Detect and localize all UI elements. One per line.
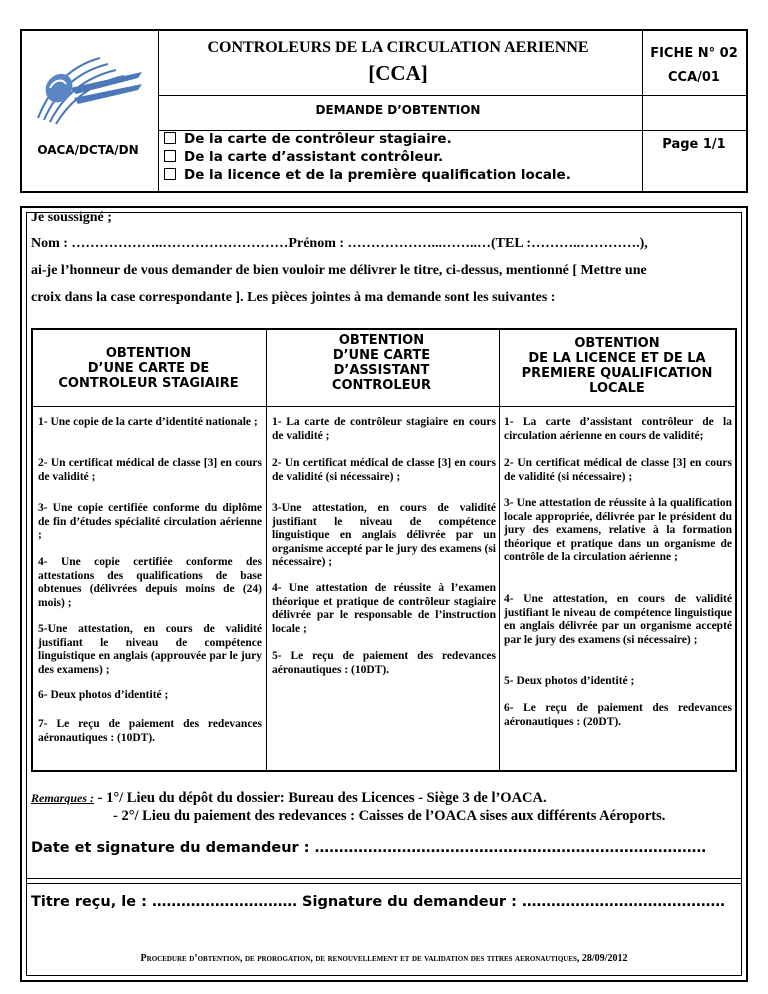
date-signature-line[interactable]: Date et signature du demandeur : ………………………………………………………………………: [31, 840, 707, 856]
demande-heading: DEMANDE D’OBTENTION: [315, 103, 481, 117]
option-stagiaire[interactable]: De la carte de contrôleur stagiaire.: [164, 130, 571, 148]
option-list: [164, 130, 571, 184]
col1-item: 3- Une copie certifiée conforme du diplôme de fin d’études spécialité circulation aérienne ;: [38, 502, 262, 542]
col3-item: 6- Le reçu de paiement des redevances aéronautiques : (20DT).: [504, 702, 732, 728]
col1-item: 1- Une copie de la carte d’identité nationale ;: [38, 416, 258, 428]
option-licence[interactable]: De la licence et de la première qualification locale.: [164, 166, 571, 184]
option-assistant[interactable]: De la carte d’assistant contrôleur.: [164, 148, 571, 166]
col3-item: 1- La carte d’assistant contrôleur de la circulation aérienne en cours de validité;: [504, 416, 732, 442]
remarks-label: Remarques :: [31, 791, 94, 805]
col1-item: 7- Le reçu de paiement des redevances aéronautiques : (10DT).: [38, 718, 262, 744]
col2-item: 3-Une attestation, en cours de validité justifiant le niveau de compétence linguistique en anglais délivrée par un organisme accepté par le jury des examens (si nécessaire) ;: [272, 502, 496, 569]
remark-line-2: - 2°/ Lieu du paiement des redevances : Caisses de l’OACA sises aux différents Aéroports.: [113, 808, 666, 824]
col1-item: 2- Un certificat médical de classe [3] en cours de validité ;: [38, 457, 262, 483]
page-number: Page 1/1: [662, 137, 726, 152]
intro-name-line: Nom : ………………..………………………Prénom : ………………...……..…(TEL :………..………….),: [31, 236, 648, 251]
recu-signature-line[interactable]: Titre reçu, le : ………………………… Signature du demandeur : ……………………………………: [31, 894, 725, 910]
intro-line-3: ai-je l’honneur de vous demander de bien vouloir me délivrer le titre, ci-dessus, mentionné [ Mettre une: [31, 263, 647, 278]
col1-item: 4- Une copie certifiée conforme des attestations des qualifications de base obtenues (délivrées depuis moins de (24) mois) ;: [38, 556, 262, 609]
col2-item: 4- Une attestation de réussite à l’examen théorique et pratique de contrôleur stagiaire délivrée par le responsable de l’instruction locale ;: [272, 582, 496, 635]
page-footer: Procedure d’obtention, de prorogation, de renouvellement et de validation des titres aeronautiques, 28/09/2012: [140, 953, 628, 964]
col3-item: 4- Une attestation, en cours de validité justifiant le niveau de compétence linguistique en anglais délivrée par un organisme accepté par le jury des examens (si nécessaire) ;: [504, 593, 732, 646]
col1-item: 6- Deux photos d’identité ;: [38, 689, 169, 701]
fiche-number: FICHE N° 02: [650, 46, 738, 61]
col2-header: OBTENTION D’UNE CARTE D’ASSISTANT CONTROLEUR: [331, 333, 432, 393]
col3-item: 3- Une attestation de réussite à la qualification locale appropriée, délivrée par le président du jury des examens, relative à la formation théorique et pratique dans un organisme de contrôle de la circulation aérienne ;: [504, 497, 732, 564]
intro-line-1: Je soussigné ;: [31, 210, 112, 225]
col2-item: 1- La carte de contrôleur stagiaire en cours de validité ;: [272, 416, 496, 442]
checkbox-icon[interactable]: [164, 132, 176, 144]
form-subtitle: [CCA]: [368, 61, 428, 85]
col3-item: 5- Deux photos d’identité ;: [504, 675, 635, 687]
col2-item: 2- Un certificat médical de classe [3] en cours de validité (si nécessaire) ;: [272, 457, 496, 483]
double-divider: [26, 878, 742, 884]
col1-item: 5-Une attestation, en cours de validité justifiant le niveau de compétence linguistique en anglais (approuvée par le jury des examens) ;: [38, 623, 262, 676]
col3-item: 2- Un certificat médical de classe [3] en cours de validité (si nécessaire) ;: [504, 457, 732, 483]
col3-header: OBTENTION DE LA LICENCE ET DE LA PREMIERE QUALIFICATION LOCALE: [521, 336, 713, 396]
remark-line-1: Remarques : - 1°/ Lieu du dépôt du dossier: Bureau des Licences - Siège 3 de l’OACA.: [31, 790, 547, 806]
oaca-logo-icon: [30, 48, 148, 126]
col2-item: 5- Le reçu de paiement des redevances aéronautiques : (10DT).: [272, 650, 496, 676]
checkbox-icon[interactable]: [164, 150, 176, 162]
checkbox-icon[interactable]: [164, 168, 176, 180]
organisation-code: OACA/DCTA/DN: [37, 143, 139, 157]
fiche-reference: CCA/01: [668, 70, 720, 85]
form-title: CONTROLEURS DE LA CIRCULATION AERIENNE: [207, 39, 589, 56]
intro-line-4: croix dans la case correspondante ]. Les pièces jointes à ma demande sont les suivantes :: [31, 290, 556, 305]
col1-header: OBTENTION D’UNE CARTE DE CONTROLEUR STAGIAIRE: [58, 346, 239, 391]
